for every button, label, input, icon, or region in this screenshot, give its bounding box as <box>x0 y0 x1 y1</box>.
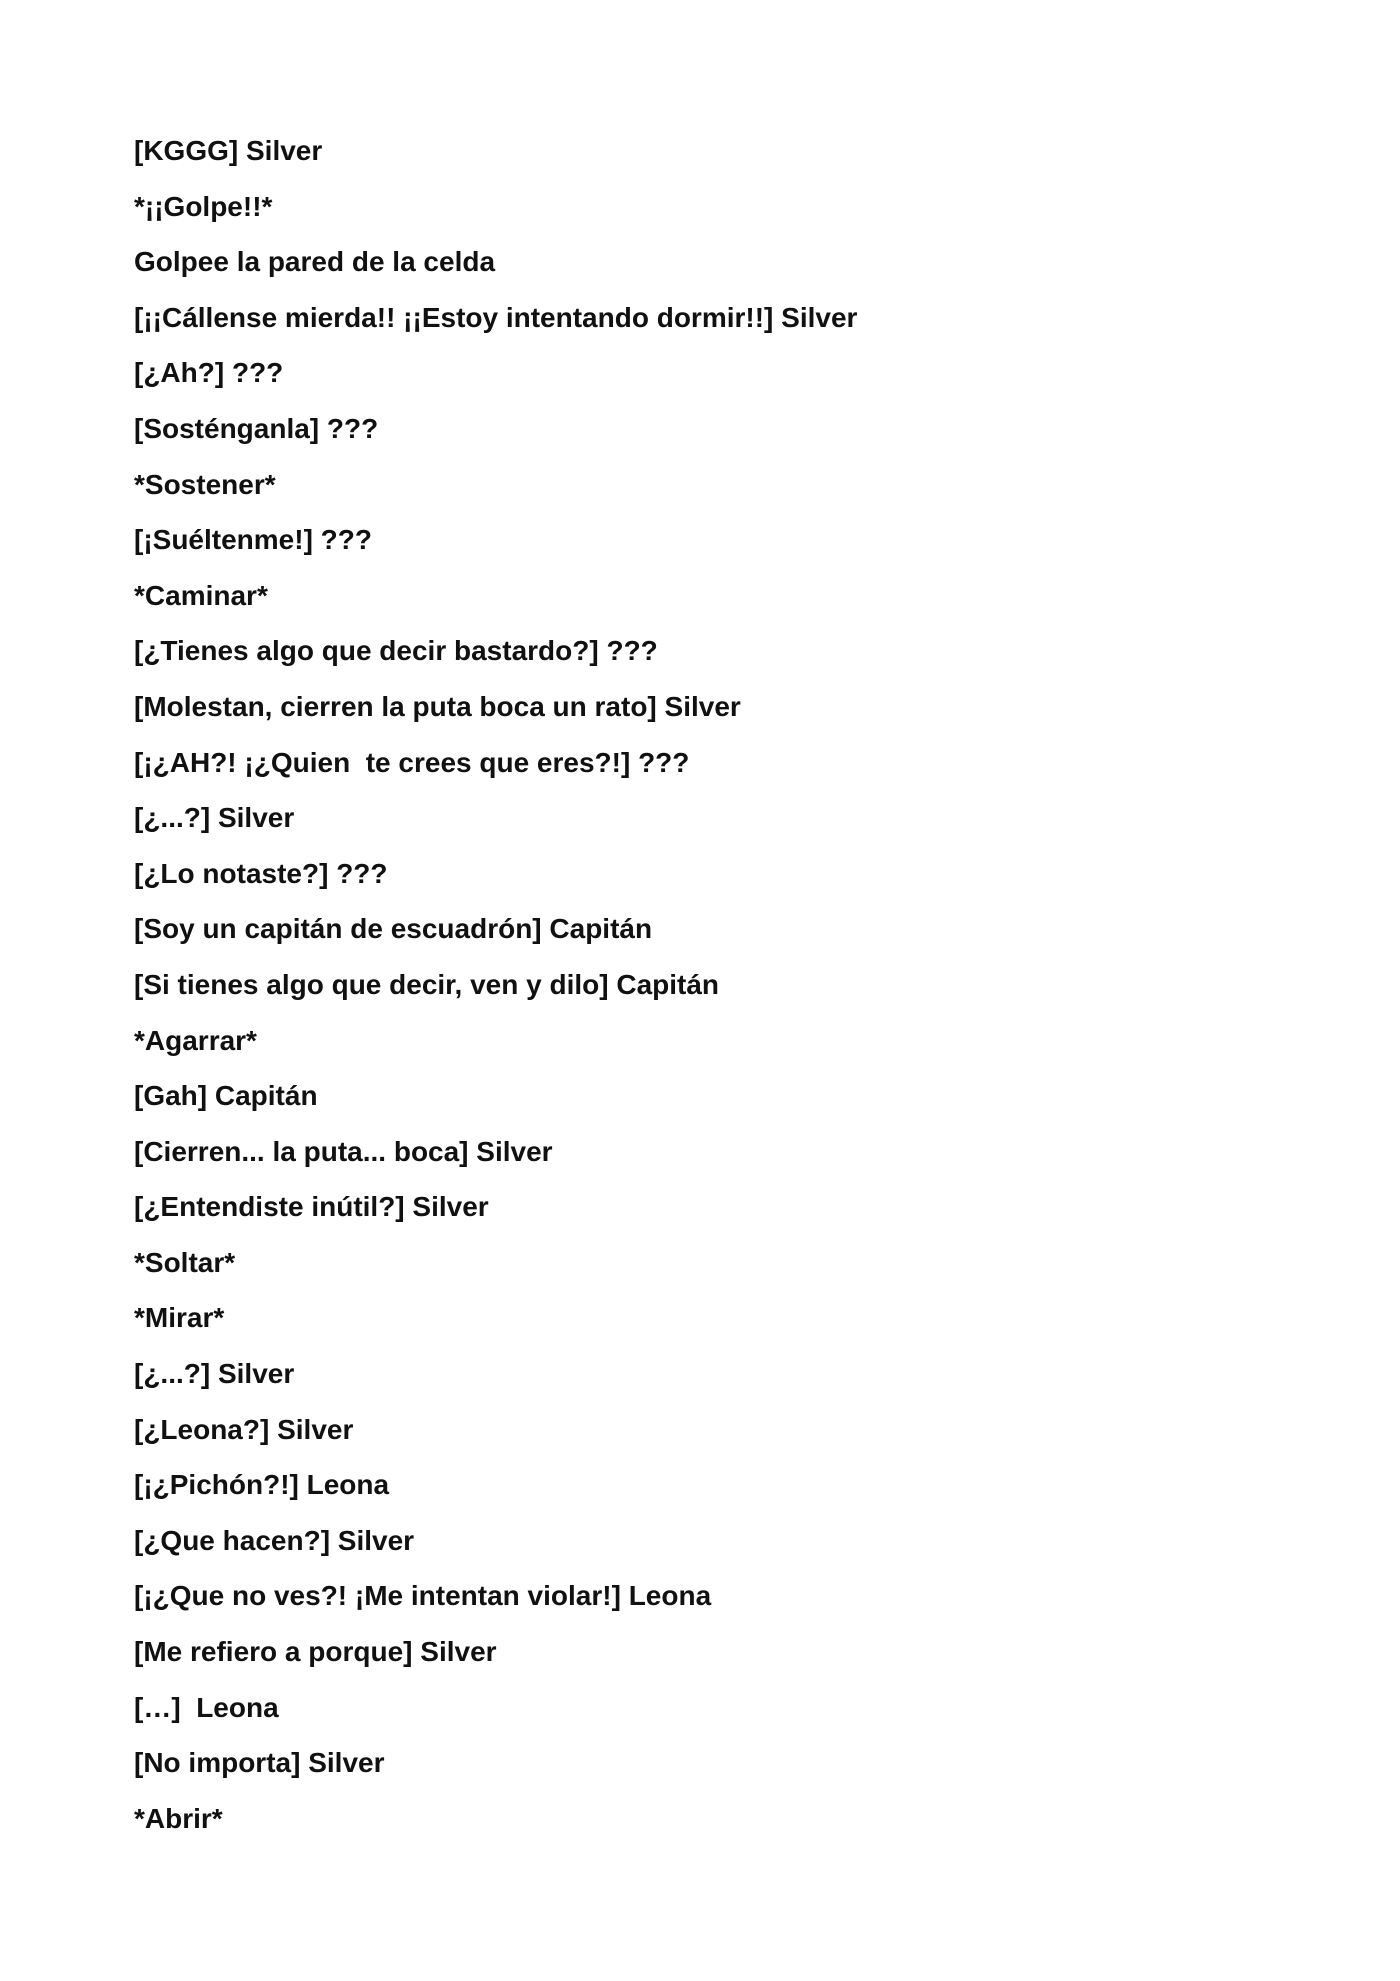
dialogue-line: [¿Leona?] Silver <box>134 1413 354 1445</box>
dialogue-line: *Caminar* <box>134 579 268 611</box>
dialogue-line: [Soy un capitán de escuadrón] Capitán <box>134 913 653 945</box>
dialogue-line: [¿Entendiste inútil?] Silver <box>134 1191 489 1223</box>
dialogue-line: [Gah] Capitán <box>134 1080 318 1112</box>
dialogue-line: *Soltar* <box>134 1246 236 1278</box>
dialogue-line: *Agarrar* <box>134 1024 257 1056</box>
dialogue-line: [¿Que hacen?] Silver <box>134 1524 415 1556</box>
dialogue-line: *Sostener* <box>134 468 276 500</box>
dialogue-line: *Mirar* <box>134 1302 225 1334</box>
dialogue-line: [KGGG] Silver <box>134 135 323 166</box>
dialogue-line: [¡¡Cállense mierda!! ¡¡Estoy intentando dormir!!] Silver <box>134 301 858 333</box>
dialogue-line: [¿...?] Silver <box>134 1358 295 1390</box>
dialogue-line: [¡¿Que no ves?! ¡Me intentan violar!] Leona <box>134 1580 712 1612</box>
dialogue-line: [¡Suéltenme!] ??? <box>134 524 372 556</box>
dialogue-line: […] Leona <box>134 1691 279 1723</box>
dialogue-line: [¡¿Pichón?!] Leona <box>134 1469 390 1501</box>
dialogue-line: [Sosténganla] ??? <box>134 412 379 444</box>
dialogue-line: [Si tienes algo que decir, ven y dilo] Capitán <box>134 968 720 1000</box>
dialogue-line: Golpee la pared de la celda <box>134 246 496 278</box>
dialogue-line: [¿Lo notaste?] ??? <box>134 857 388 889</box>
dialogue-line: [¿Tienes algo que decir bastardo?] ??? <box>134 635 658 667</box>
dialogue-line: [Me refiero a porque] Silver <box>134 1636 497 1668</box>
dialogue-line: [¿Ah?] ??? <box>134 357 284 389</box>
dialogue-line: [¿...?] Silver <box>134 802 295 834</box>
dialogue-line: [No importa] Silver <box>134 1747 385 1779</box>
dialogue-line: *¡¡Golpe!!* <box>134 190 273 222</box>
dialogue-line: [¡¿AH?! ¡¿Quien te crees que eres?!] ??? <box>134 746 690 778</box>
dialogue-line: [Cierren... la puta... boca] Silver <box>134 1135 553 1167</box>
dialogue-lines <box>134 132 857 1855</box>
dialogue-line: *Abrir* <box>134 1802 223 1834</box>
dialogue-line: [Molestan, cierren la puta boca un rato] Silver <box>134 690 741 722</box>
